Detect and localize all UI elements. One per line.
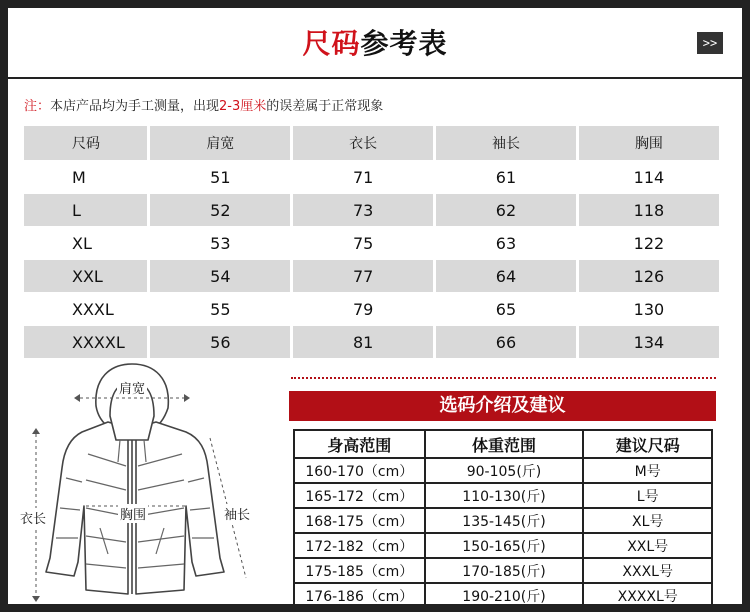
- title-highlight: 尺码: [302, 27, 361, 60]
- table-row: [24, 292, 722, 325]
- cell-chest: 134: [579, 325, 722, 358]
- cell-sleeve: 66: [436, 325, 579, 358]
- cell-height: 175-185（cm）: [294, 558, 425, 583]
- size-header-shoulder: 肩宽: [150, 126, 293, 160]
- jacket-diagram: [8, 358, 283, 604]
- table-row: [294, 458, 712, 483]
- cell-height: 176-186（cm）: [294, 583, 425, 608]
- cell-chest: 130: [579, 292, 722, 325]
- cell-shoulder: 51: [150, 160, 293, 193]
- cell-shoulder: 52: [150, 193, 293, 226]
- cell-height: 172-182（cm）: [294, 533, 425, 558]
- cell-size: XXL: [24, 259, 150, 292]
- cell-size: XXXL: [24, 292, 150, 325]
- cell-height: 168-175（cm）: [294, 508, 425, 533]
- recommend-header-row: [294, 430, 712, 458]
- title-rest: 参考表: [360, 27, 448, 60]
- cell-size: M: [24, 160, 150, 193]
- section-divider: [291, 377, 716, 379]
- cell-sleeve: 61: [436, 160, 579, 193]
- size-table: [24, 126, 722, 358]
- note-prefix: 注：: [24, 99, 51, 114]
- label-length: 衣长: [18, 508, 48, 527]
- cell-length: 81: [293, 325, 436, 358]
- cell-sleeve: 64: [436, 259, 579, 292]
- table-row: [294, 508, 712, 533]
- table-row: [24, 259, 722, 292]
- table-row: [294, 558, 712, 583]
- rec-header-height: 身高范围: [294, 430, 425, 458]
- table-row: [24, 226, 722, 259]
- size-chart-page: [8, 8, 742, 604]
- table-row: [24, 193, 722, 226]
- cell-sleeve: 65: [436, 292, 579, 325]
- cell-size: XL: [24, 226, 150, 259]
- size-header-size: 尺码: [24, 126, 150, 160]
- size-header-length: 衣长: [293, 126, 436, 160]
- cell-sleeve: 62: [436, 193, 579, 226]
- label-chest: 胸围: [118, 504, 148, 523]
- cell-weight: 190-210(斤): [425, 583, 584, 608]
- cell-size: XXXL号: [583, 558, 712, 583]
- cell-shoulder: 53: [150, 226, 293, 259]
- cell-length: 79: [293, 292, 436, 325]
- table-row: [24, 325, 722, 358]
- cell-chest: 118: [579, 193, 722, 226]
- cell-length: 77: [293, 259, 436, 292]
- recommend-table: [293, 429, 713, 609]
- cell-chest: 114: [579, 160, 722, 193]
- cell-length: 75: [293, 226, 436, 259]
- cell-length: 73: [293, 193, 436, 226]
- cell-weight: 135-145(斤): [425, 508, 584, 533]
- note-text-after: 的误差属于正常现象: [266, 99, 384, 114]
- cell-height: 165-172（cm）: [294, 483, 425, 508]
- note-text-before: 本店产品均为手工测量，出现: [50, 99, 220, 114]
- page-title: [8, 22, 742, 62]
- note-highlight: 2-3厘米: [219, 99, 267, 114]
- next-arrow-button[interactable]: >>: [697, 32, 723, 54]
- table-row: [294, 483, 712, 508]
- rec-header-weight: 体重范围: [425, 430, 584, 458]
- cell-weight: 170-185(斤): [425, 558, 584, 583]
- table-row: [294, 583, 712, 608]
- size-table-header-row: [24, 126, 722, 160]
- cell-weight: 150-165(斤): [425, 533, 584, 558]
- cell-size: M号: [583, 458, 712, 483]
- cell-weight: 90-105(斤): [425, 458, 584, 483]
- size-header-sleeve: 袖长: [436, 126, 579, 160]
- size-header-chest: 胸围: [579, 126, 722, 160]
- cell-height: 160-170（cm）: [294, 458, 425, 483]
- cell-size: XL号: [583, 508, 712, 533]
- cell-shoulder: 54: [150, 259, 293, 292]
- table-row: [24, 160, 722, 193]
- cell-size: L: [24, 193, 150, 226]
- recommend-banner: 选码介绍及建议: [289, 391, 716, 421]
- cell-chest: 126: [579, 259, 722, 292]
- cell-size: XXL号: [583, 533, 712, 558]
- rec-header-size: 建议尺码: [583, 430, 712, 458]
- cell-length: 71: [293, 160, 436, 193]
- measurement-note: [24, 95, 383, 114]
- cell-weight: 110-130(斤): [425, 483, 584, 508]
- cell-size: XXXXL: [24, 325, 150, 358]
- cell-shoulder: 56: [150, 325, 293, 358]
- table-row: [294, 533, 712, 558]
- cell-shoulder: 55: [150, 292, 293, 325]
- cell-sleeve: 63: [436, 226, 579, 259]
- cell-size: XXXXL号: [583, 583, 712, 608]
- label-sleeve: 袖长: [222, 504, 252, 523]
- label-shoulder: 肩宽: [117, 378, 147, 397]
- cell-chest: 122: [579, 226, 722, 259]
- cell-size: L号: [583, 483, 712, 508]
- header-divider: [8, 77, 742, 79]
